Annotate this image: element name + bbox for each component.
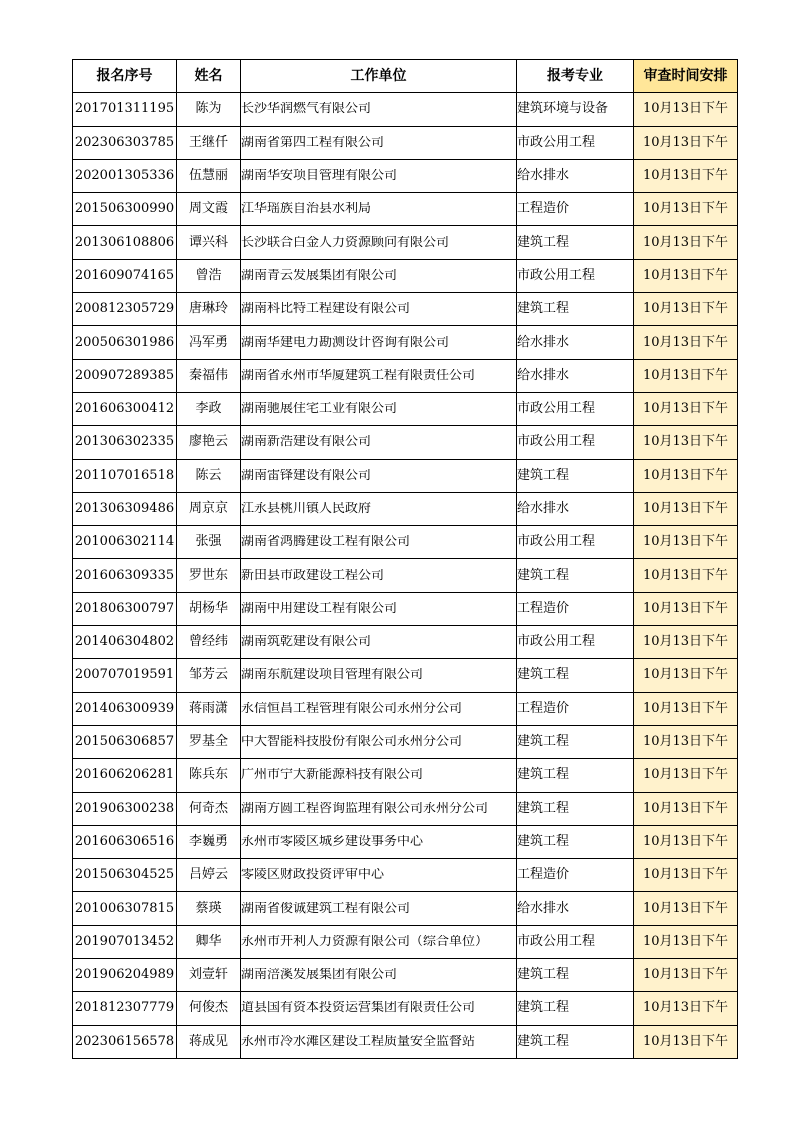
review-time-cell: 10月13日下午 xyxy=(634,892,738,925)
review-time-cell: 10月13日下午 xyxy=(634,293,738,326)
review-time-cell: 10月13日下午 xyxy=(634,126,738,159)
table-row xyxy=(73,492,738,525)
work-unit-text: 江华瑶族自治县水利局 xyxy=(241,202,372,217)
table-row xyxy=(73,226,738,259)
work-unit-text: 湖南省永州市华厦建筑工程有限责任公司 xyxy=(241,368,476,383)
major-cell: 市政公用工程 xyxy=(517,259,634,292)
work-unit-cell xyxy=(241,659,517,692)
registration-number-cell: 200506301986 xyxy=(73,326,177,359)
work-unit-text: 长沙联合白金人力资源顾问有限公司 xyxy=(241,235,450,250)
table-row xyxy=(73,725,738,758)
work-unit-text: 广州市宁大新能源科技有限公司 xyxy=(241,768,424,783)
major-cell: 市政公用工程 xyxy=(517,126,634,159)
registration-number-cell: 201606309335 xyxy=(73,559,177,592)
registration-number-cell: 201506306857 xyxy=(73,725,177,758)
work-unit-text: 中大智能科技股份有限公司永州分公司 xyxy=(241,735,463,750)
registration-number-cell: 201306108806 xyxy=(73,226,177,259)
work-unit-text: 新田县市政建设工程公司 xyxy=(241,568,385,583)
name-cell: 刘壹轩 xyxy=(177,959,241,992)
review-time-cell: 10月13日下午 xyxy=(634,159,738,192)
name-cell: 周文霞 xyxy=(177,193,241,226)
name-cell: 王继仟 xyxy=(177,126,241,159)
review-time-cell: 10月13日下午 xyxy=(634,426,738,459)
work-unit-cell xyxy=(241,559,517,592)
major-cell: 建筑工程 xyxy=(517,226,634,259)
major-cell: 市政公用工程 xyxy=(517,925,634,958)
work-unit-text: 长沙华润燃气有限公司 xyxy=(241,102,372,117)
table-row xyxy=(73,892,738,925)
work-unit-cell xyxy=(241,759,517,792)
work-unit-cell xyxy=(241,892,517,925)
table-row xyxy=(73,193,738,226)
review-time-cell: 10月13日下午 xyxy=(634,1025,738,1058)
name-cell: 曾经纬 xyxy=(177,626,241,659)
review-time-cell: 10月13日下午 xyxy=(634,792,738,825)
work-unit-text: 湖南方圆工程咨询监理有限公司永州分公司 xyxy=(241,801,489,816)
table-row xyxy=(73,359,738,392)
work-unit-text: 江永县桃川镇人民政府 xyxy=(241,502,372,516)
table-row xyxy=(73,1025,738,1058)
name-cell: 唐琳玲 xyxy=(177,293,241,326)
registration-number-cell: 202306303785 xyxy=(73,126,177,159)
work-unit-cell xyxy=(241,492,517,525)
header-row xyxy=(73,60,738,93)
name-cell: 蒋成见 xyxy=(177,1025,241,1058)
review-time-cell: 10月13日下午 xyxy=(634,93,738,126)
major-cell: 市政公用工程 xyxy=(517,526,634,559)
applicant-table xyxy=(72,59,738,1059)
review-time-cell: 10月13日下午 xyxy=(634,759,738,792)
table-row xyxy=(73,825,738,858)
work-unit-cell xyxy=(241,992,517,1025)
review-time-cell: 10月13日下午 xyxy=(634,959,738,992)
work-unit-text: 湖南中用建设工程有限公司 xyxy=(241,601,398,616)
major-cell: 建筑工程 xyxy=(517,559,634,592)
work-unit-cell xyxy=(241,792,517,825)
name-cell: 周京京 xyxy=(177,492,241,525)
work-unit-text: 湖南省第四工程有限公司 xyxy=(241,135,385,150)
major-cell: 建筑工程 xyxy=(517,992,634,1025)
registration-number-cell: 201701311195 xyxy=(73,93,177,126)
registration-number-cell: 202001305336 xyxy=(73,159,177,192)
major-cell: 市政公用工程 xyxy=(517,392,634,425)
work-unit-cell xyxy=(241,725,517,758)
work-unit-cell xyxy=(241,359,517,392)
name-cell: 秦福伟 xyxy=(177,359,241,392)
name-cell: 陈兵东 xyxy=(177,759,241,792)
work-unit-text: 湖南青云发展集团有限公司 xyxy=(241,268,398,283)
name-cell: 吕婷云 xyxy=(177,859,241,892)
work-unit-text: 湖南新浩建设有限公司 xyxy=(241,435,372,450)
review-time-cell: 10月13日下午 xyxy=(634,459,738,492)
name-cell: 何俊杰 xyxy=(177,992,241,1025)
work-unit-cell xyxy=(241,859,517,892)
registration-number-cell: 201006307815 xyxy=(73,892,177,925)
name-cell: 陈云 xyxy=(177,459,241,492)
registration-number-cell: 201606306516 xyxy=(73,825,177,858)
work-unit-text: 湖南筑乾建设有限公司 xyxy=(241,635,372,650)
major-cell: 市政公用工程 xyxy=(517,426,634,459)
registration-number-cell: 201812307779 xyxy=(73,992,177,1025)
table-row xyxy=(73,93,738,126)
work-unit-text: 湖南东航建设项目管理有限公司 xyxy=(241,668,424,683)
review-time-cell: 10月13日下午 xyxy=(634,259,738,292)
table-row xyxy=(73,326,738,359)
work-unit-cell xyxy=(241,592,517,625)
review-time-cell: 10月13日下午 xyxy=(634,559,738,592)
major-cell: 市政公用工程 xyxy=(517,626,634,659)
table-row xyxy=(73,792,738,825)
work-unit-text: 湖南驰展住宅工业有限公司 xyxy=(241,402,398,417)
work-unit-text: 永州市冷水滩区建设工程质量安全监督站 xyxy=(241,1034,476,1049)
table-row xyxy=(73,626,738,659)
registration-number-cell: 201506300990 xyxy=(73,193,177,226)
registration-number-cell: 201606300412 xyxy=(73,392,177,425)
work-unit-text: 湖南涪溪发展集团有限公司 xyxy=(241,968,398,983)
work-unit-cell xyxy=(241,293,517,326)
registration-number-cell: 201306302335 xyxy=(73,426,177,459)
name-cell: 卿华 xyxy=(177,925,241,958)
work-unit-cell xyxy=(241,159,517,192)
work-unit-text: 永州市开利人力资源有限公司（综合单位） xyxy=(241,934,489,949)
major-cell: 工程造价 xyxy=(517,592,634,625)
name-cell: 邹芳云 xyxy=(177,659,241,692)
work-unit-cell xyxy=(241,959,517,992)
work-unit-text: 湖南华建电力勘测设计咨询有限公司 xyxy=(241,335,450,350)
review-time-cell: 10月13日下午 xyxy=(634,226,738,259)
name-cell: 蒋雨潇 xyxy=(177,692,241,725)
major-cell: 给水排水 xyxy=(517,492,634,525)
table-row xyxy=(73,692,738,725)
name-cell: 李政 xyxy=(177,392,241,425)
review-time-cell: 10月13日下午 xyxy=(634,925,738,958)
major-cell: 给水排水 xyxy=(517,326,634,359)
registration-number-cell: 201006302114 xyxy=(73,526,177,559)
major-cell: 建筑工程 xyxy=(517,792,634,825)
work-unit-cell xyxy=(241,626,517,659)
header-registration-number: 报名序号 xyxy=(73,60,177,93)
major-cell: 给水排水 xyxy=(517,159,634,192)
review-time-cell: 10月13日下午 xyxy=(634,326,738,359)
work-unit-cell xyxy=(241,825,517,858)
table-row xyxy=(73,259,738,292)
table-row xyxy=(73,526,738,559)
registration-number-cell: 200907289385 xyxy=(73,359,177,392)
work-unit-text: 永信恒昌工程管理有限公司永州分公司 xyxy=(241,701,463,716)
review-time-cell: 10月13日下午 xyxy=(634,492,738,525)
table-row xyxy=(73,592,738,625)
registration-number-cell: 202306156578 xyxy=(73,1025,177,1058)
work-unit-cell xyxy=(241,259,517,292)
major-cell: 工程造价 xyxy=(517,692,634,725)
major-cell: 给水排水 xyxy=(517,359,634,392)
work-unit-text: 湖南省鸿腾建设工程有限公司 xyxy=(241,535,411,550)
work-unit-text: 道县国有资本投资运营集团有限责任公司 xyxy=(241,1001,476,1016)
review-time-cell: 10月13日下午 xyxy=(634,859,738,892)
name-cell: 伍慧丽 xyxy=(177,159,241,192)
table-row xyxy=(73,426,738,459)
work-unit-cell xyxy=(241,392,517,425)
work-unit-cell xyxy=(241,426,517,459)
major-cell: 建筑工程 xyxy=(517,725,634,758)
review-time-cell: 10月13日下午 xyxy=(634,692,738,725)
review-time-cell: 10月13日下午 xyxy=(634,659,738,692)
work-unit-text: 零陵区财政投资评审中心 xyxy=(241,868,385,883)
work-unit-cell xyxy=(241,692,517,725)
registration-number-cell: 201107016518 xyxy=(73,459,177,492)
review-time-cell: 10月13日下午 xyxy=(634,592,738,625)
work-unit-cell xyxy=(241,193,517,226)
major-cell: 给水排水 xyxy=(517,892,634,925)
header-name: 姓名 xyxy=(177,60,241,93)
table-row xyxy=(73,859,738,892)
work-unit-cell xyxy=(241,1025,517,1058)
table-row xyxy=(73,392,738,425)
table-row xyxy=(73,559,738,592)
major-cell: 建筑工程 xyxy=(517,293,634,326)
work-unit-cell xyxy=(241,93,517,126)
name-cell: 谭兴科 xyxy=(177,226,241,259)
registration-number-cell: 201506304525 xyxy=(73,859,177,892)
major-cell: 建筑环境与设备 xyxy=(517,93,634,126)
review-time-cell: 10月13日下午 xyxy=(634,359,738,392)
name-cell: 蔡瑛 xyxy=(177,892,241,925)
registration-number-cell: 201406300939 xyxy=(73,692,177,725)
table-header xyxy=(73,60,738,93)
review-time-cell: 10月13日下午 xyxy=(634,626,738,659)
major-cell: 建筑工程 xyxy=(517,825,634,858)
work-unit-text: 湖南科比特工程建设有限公司 xyxy=(241,302,411,317)
work-unit-cell xyxy=(241,526,517,559)
review-time-cell: 10月13日下午 xyxy=(634,392,738,425)
work-unit-cell xyxy=(241,226,517,259)
table-row xyxy=(73,759,738,792)
major-cell: 工程造价 xyxy=(517,193,634,226)
work-unit-cell xyxy=(241,326,517,359)
registration-number-cell: 200707019591 xyxy=(73,659,177,692)
table-row xyxy=(73,126,738,159)
table-row xyxy=(73,159,738,192)
major-cell: 建筑工程 xyxy=(517,459,634,492)
header-review-time: 审查时间安排 xyxy=(634,60,738,93)
review-time-cell: 10月13日下午 xyxy=(634,992,738,1025)
table-body xyxy=(73,93,738,1059)
registration-number-cell: 200812305729 xyxy=(73,293,177,326)
name-cell: 罗基全 xyxy=(177,725,241,758)
registration-number-cell: 201906204989 xyxy=(73,959,177,992)
registration-number-cell: 201806300797 xyxy=(73,592,177,625)
registration-number-cell: 201606206281 xyxy=(73,759,177,792)
header-work-unit: 工作单位 xyxy=(241,60,517,93)
major-cell: 建筑工程 xyxy=(517,1025,634,1058)
name-cell: 胡杨华 xyxy=(177,592,241,625)
work-unit-cell xyxy=(241,925,517,958)
review-time-cell: 10月13日下午 xyxy=(634,193,738,226)
table-row xyxy=(73,659,738,692)
name-cell: 陈为 xyxy=(177,93,241,126)
major-cell: 工程造价 xyxy=(517,859,634,892)
major-cell: 建筑工程 xyxy=(517,659,634,692)
table-row xyxy=(73,459,738,492)
name-cell: 何奇杰 xyxy=(177,792,241,825)
review-time-cell: 10月13日下午 xyxy=(634,825,738,858)
table-row xyxy=(73,992,738,1025)
name-cell: 李巍勇 xyxy=(177,825,241,858)
major-cell: 建筑工程 xyxy=(517,759,634,792)
work-unit-text: 湖南华安项目管理有限公司 xyxy=(241,169,398,184)
name-cell: 冯军勇 xyxy=(177,326,241,359)
registration-number-cell: 201906300238 xyxy=(73,792,177,825)
work-unit-cell xyxy=(241,459,517,492)
major-cell: 建筑工程 xyxy=(517,959,634,992)
work-unit-cell xyxy=(241,126,517,159)
work-unit-text: 湖南雷锋建设有限公司 xyxy=(241,468,372,483)
review-time-cell: 10月13日下午 xyxy=(634,725,738,758)
registration-number-cell: 201406304802 xyxy=(73,626,177,659)
registration-number-cell: 201609074165 xyxy=(73,259,177,292)
review-time-cell: 10月13日下午 xyxy=(634,526,738,559)
name-cell: 曾浩 xyxy=(177,259,241,292)
table-row xyxy=(73,293,738,326)
table-row xyxy=(73,959,738,992)
name-cell: 廖艳云 xyxy=(177,426,241,459)
work-unit-text: 永州市零陵区城乡建设事务中心 xyxy=(241,834,424,849)
registration-number-cell: 201907013452 xyxy=(73,925,177,958)
header-major: 报考专业 xyxy=(517,60,634,93)
name-cell: 张强 xyxy=(177,526,241,559)
work-unit-text: 湖南省俊诚建筑工程有限公司 xyxy=(241,901,411,916)
name-cell: 罗世东 xyxy=(177,559,241,592)
table-row xyxy=(73,925,738,958)
registration-number-cell: 201306309486 xyxy=(73,492,177,525)
